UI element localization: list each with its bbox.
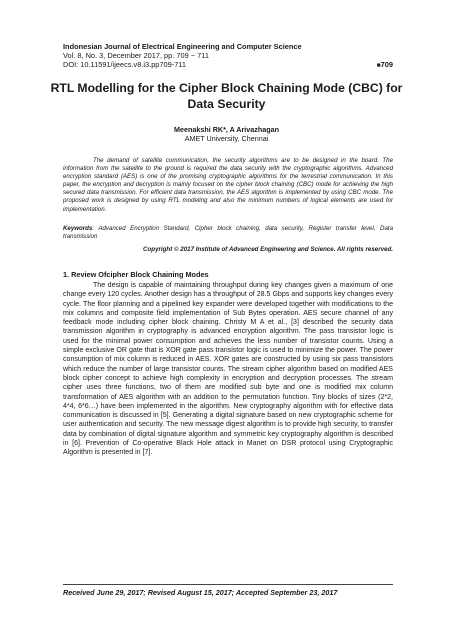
page-number (377, 60, 393, 70)
footer-divider (63, 584, 393, 585)
page-marker-icon: ■ (376, 62, 381, 69)
author-names: Meenakshi RK*, A Arivazhagan (173, 125, 280, 134)
received-dates: Received June 29, 2017; Revised August 15, 2017; Accepted September 23, 2017 (63, 588, 338, 597)
keywords-label: Keywords (63, 225, 93, 232)
page-number-value: 709 (380, 60, 393, 69)
journal-header (63, 42, 393, 70)
abstract: The demand of satellite communication, the security algorithms are to be designed in the board. The information from the satellite to the ground is required the data security with the cryptographic algorithms. Advanced encryption standard (AES) is one of the promising cryptographic algorithms for the terrestrial communication. In this paper, the encryption and decryption is mainly focused on the cipher block chaining (CBC) mode for achieving the high secured data transmission. For efficient data transmission, the AES algorithm is implemented by using CBC mode. The proposed work is designed by using RTL modeling and also the minimum numbers of logical elements are used for implementation. (63, 157, 393, 213)
keywords-text: : Advanced Encryption Standard, Cipher block chaining, data security, Register transfer level, Data transmission (63, 225, 393, 241)
keywords (63, 225, 393, 241)
volume-info: Vol. 8, No. 3, December 2017, pp. 709 ~ 711 (63, 51, 209, 60)
section-heading: 1. Review Ofcipher Block Chaining Modes (63, 270, 209, 279)
doi-row (63, 60, 393, 70)
journal-name: Indonesian Journal of Electrical Engineering and Computer Science (63, 42, 302, 51)
paper-title: RTL Modelling for the Cipher Block Chaining Mode (CBC) for Data Security (50, 81, 403, 111)
doi-link[interactable]: DOI: 10.11591/ijeecs.v8.i3.pp709-711 (63, 60, 186, 69)
section-body: The design is capable of maintaining throughput during key changes given a maximum of one change every 120 cycles. Another design has a throughput of 28.5 Gbps and supports key changes every cycle. The floor planning and a pipelined key expander were developed together with modifications to the mix columns and composite field implementation of Sub Bytes operation. AES secure channel of any feedback mode including cipher block chaining. Christy M A et al., [3] described the security data transmission algorithm in cryptography is advanced encryption algorithm. The pass transistor logic is used for the minimal power consumption and achieves the less number of transistor counts. Using a simple exclusive OR gate that is XOR gate pass transistor logic is used to minimize the power. The power consumption of mix column is reduced in AES. XOR gates are constructed by using six pass transistors which reduce the number of large transistor counts. The stream cipher algorithm based on modified AES block cipher concept to achieve high complexity in encryption and decryption processes. The stream cipher uses three functions, two of them are modified sub byte and one is modified mix column transformation of AES algorithm with an addition to the permutation function. Tiny blocks of sizes (2*2, 4*4, 6*6…) have been implemented in the algorithm. New cryptography algorithm with for effective data communication is discussed in [5]. Generating a digital signature based on new cryptographic scheme for user authentication and security. The new message digest algorithm is to provide high security, to transfer data by combination of digital signature algorithm and symmetric key cryptography algorithm is described in [6]. Prevention of Co-operative Black Hole attack in Manet on DSR protocol using Cryptographic Algorithm is presented in [7]. (63, 282, 393, 457)
copyright-notice: Copyright © 2017 Institute of Advanced Engineering and Science. All rights reserved. (143, 246, 393, 253)
author-affiliation: AMET University, Chennai (184, 133, 269, 143)
author-block (40, 126, 413, 143)
